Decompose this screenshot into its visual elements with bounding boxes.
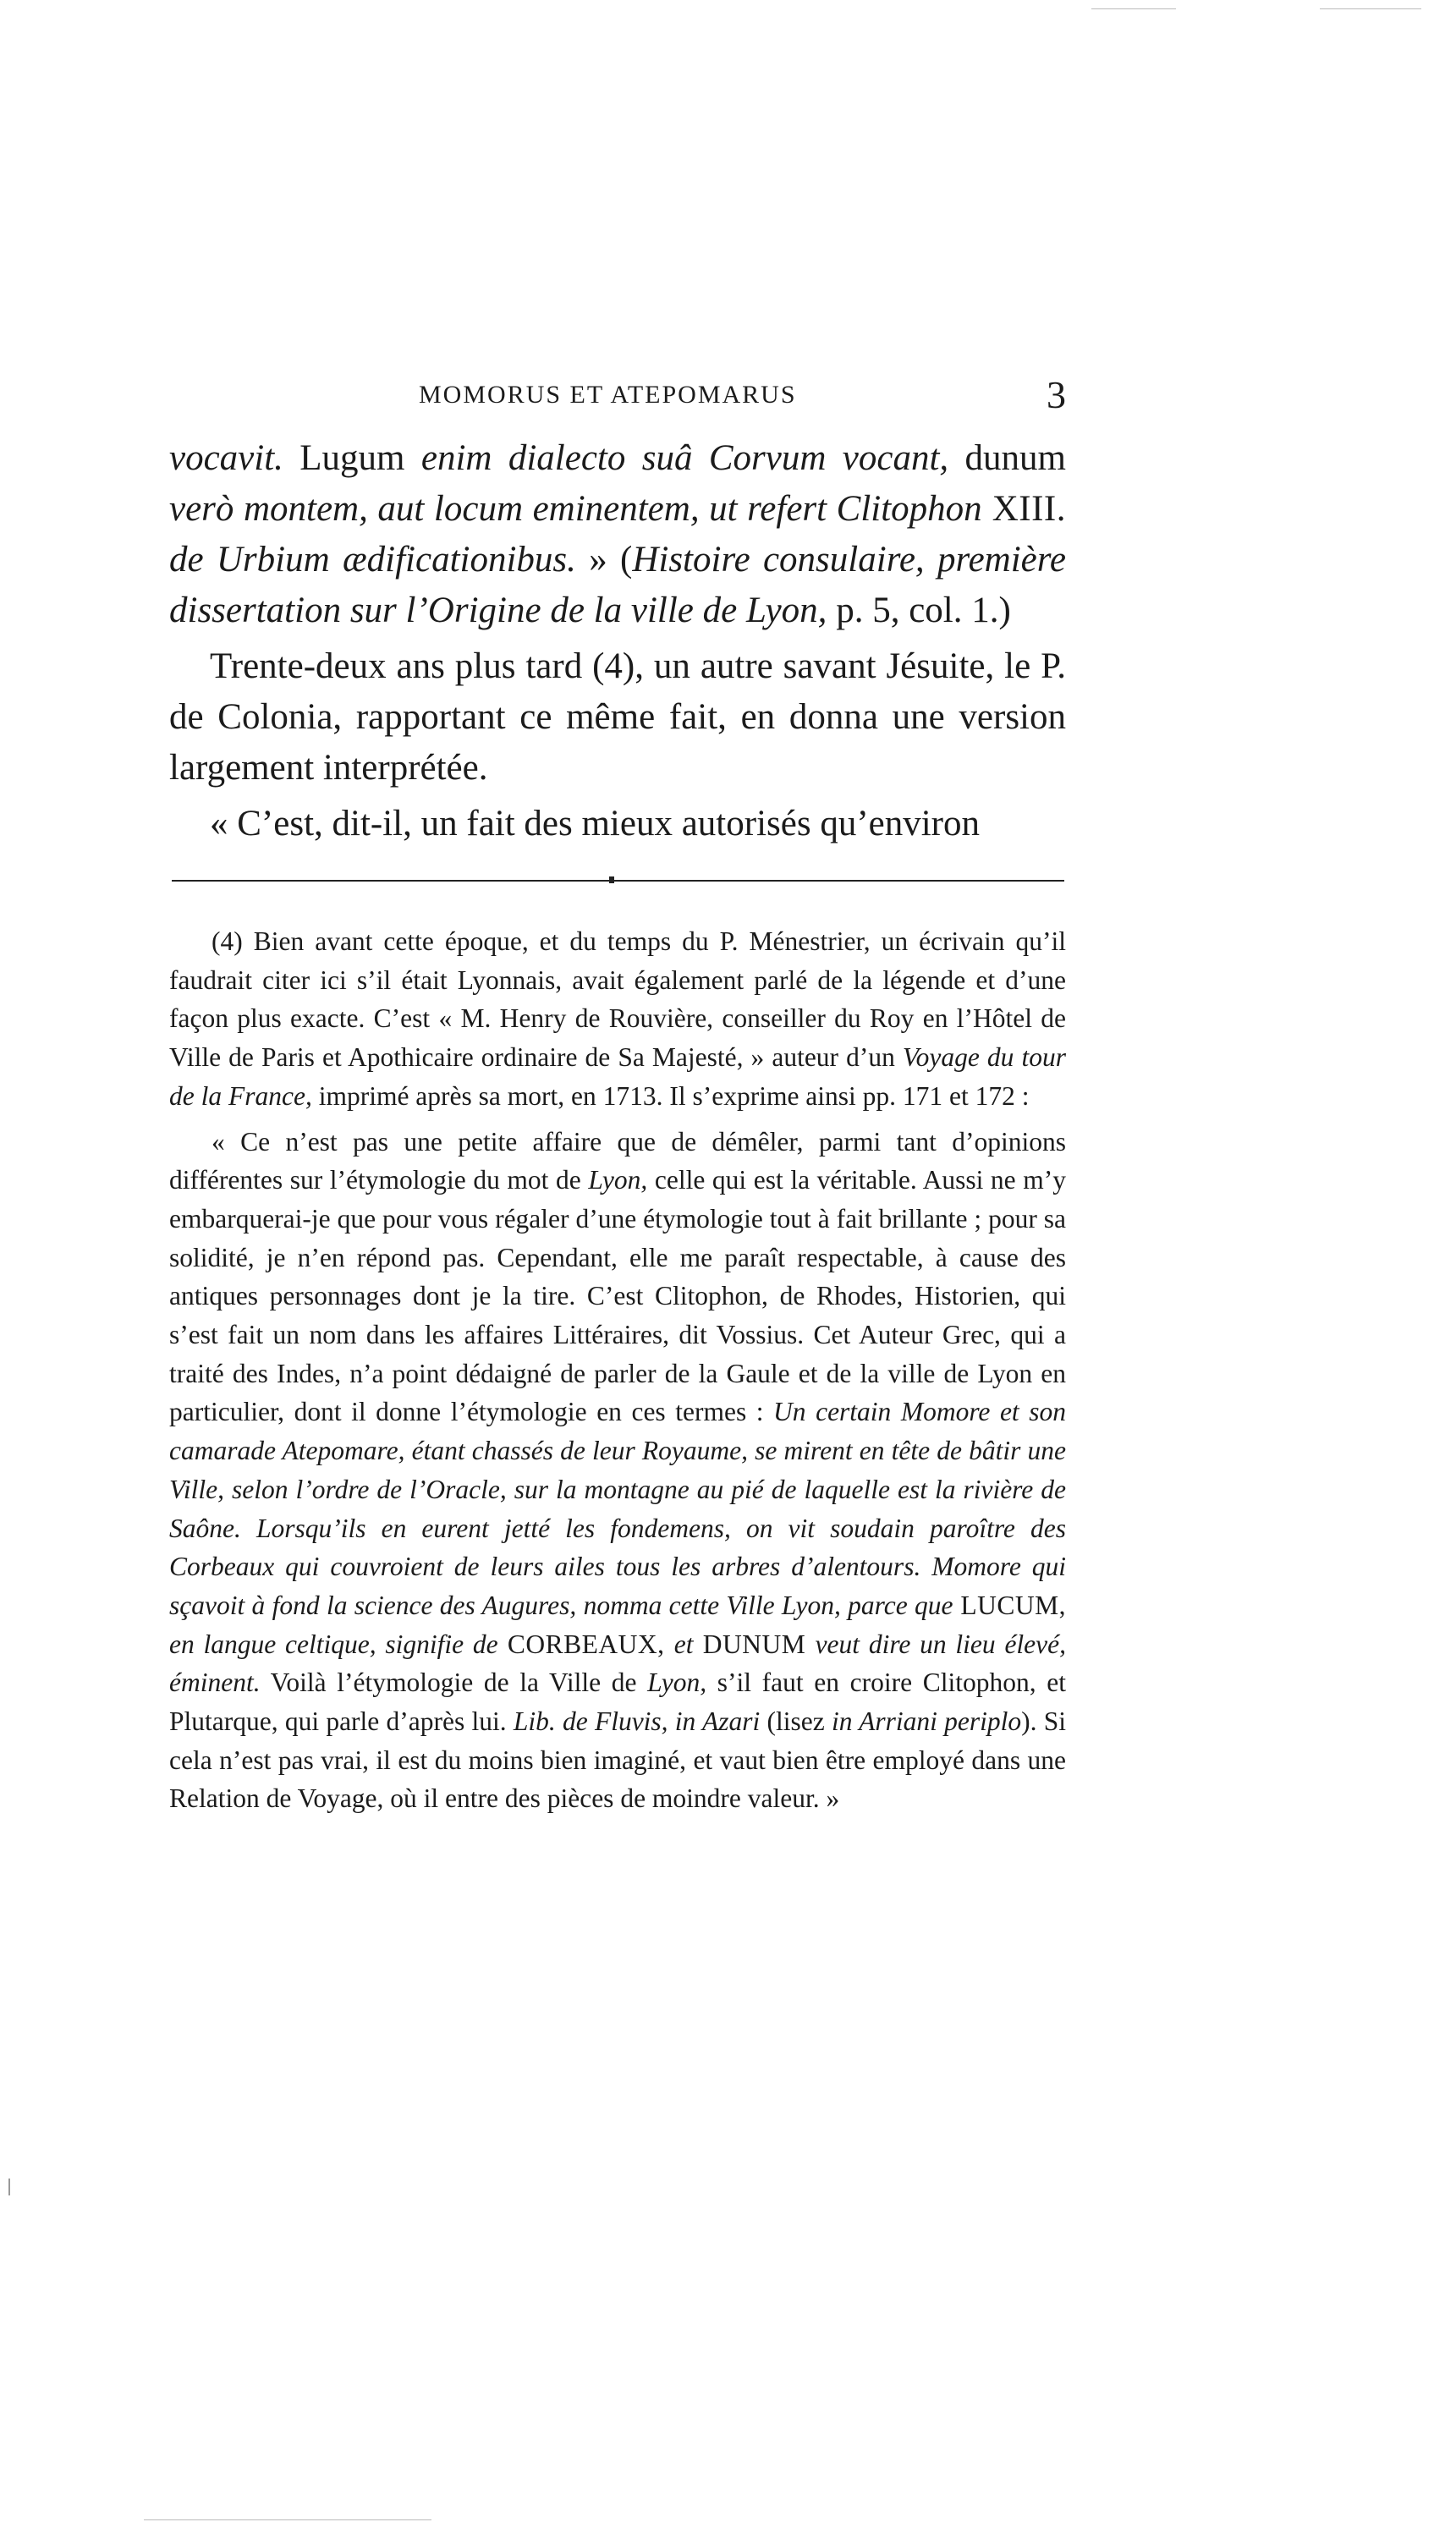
scan-artifact (1320, 8, 1421, 9)
text-span: Lib. de Fluvis, in Azari (513, 1706, 761, 1737)
running-title: MOMORUS ET ATEPOMARUS (419, 381, 797, 409)
text-span: et (673, 1629, 694, 1659)
text-span: » ( (575, 540, 633, 580)
margin-mark (8, 2179, 10, 2195)
page-number: 3 (1047, 373, 1066, 416)
text-span: (4) Bien avant cette époque, et du temps du P. Ménestrier, un écrivain qu’il faudrait citer ici s’il était Lyonnais, avait également parlé de la légende et d’une façon plus exacte. C’est « M. Henry de Rouvière, conseiller du Roy en l’Hôtel de Ville de Paris et Apothicaire ordinaire de Sa Majesté, » auteur d’un (169, 926, 1066, 1073)
text-span: vocavit. (169, 438, 283, 478)
text-span: « Ce n’est pas une petite affaire que de démêler, parmi tant d’opinions différentes sur l’étymologie du mot de (169, 1126, 1066, 1195)
text-span: Lyon, (647, 1668, 707, 1698)
footnote-divider (172, 880, 1064, 882)
text-span: celle qui est la véritable. Aussi ne m’y embarquerai-je que pour vous régaler d’une étymologie tout à fait brillante ; pour sa solidité, je n’en répond pas. Cependant, elle me paraît respectable, à cause des antiques personnages dont je la tire. C’est Clitophon, de Rhodes, Historien, qui s’est fait un nom dans les affaires Littéraires, dit Vossius. Cet Auteur Grec, qui a traité des Indes, n’a point dédaigné de parler de la Gaule et de la ville de Lyon en particulier, dont il donne l’étymologie en ces termes : (169, 1165, 1066, 1427)
scan-artifact (1091, 8, 1176, 9)
text-span: p. 5, col. 1.) (827, 591, 1011, 630)
text-span: (lisez (760, 1706, 832, 1737)
text-span: Lugum (283, 438, 421, 478)
text-span: imprimé après sa mort, en 1713. Il s’exprime ainsi pp. 171 et 172 : (311, 1080, 1030, 1111)
main-paragraph-1 (169, 433, 1066, 636)
text-span: veut dire un lieu élevé, éminent. (169, 1629, 1066, 1698)
text-span: ). Si cela n’est pas vrai, il est du moins bien imaginé, et vaut bien être employé dans une Relation de Voyage, où il entre des pièces de moindre valeur. » (169, 1706, 1066, 1814)
text-span: CORBEAUX, (497, 1629, 674, 1659)
scan-artifact (144, 2519, 431, 2520)
text-span: Lyon, (588, 1165, 648, 1195)
text-span: en langue celtique, signifie de (169, 1629, 498, 1659)
text-span: DUNUM (693, 1629, 816, 1659)
footnote-divider-tick (609, 876, 614, 883)
text-span: s’il faut en croire Clitophon, et Plutarque, qui parle d’après lui. (169, 1668, 1066, 1737)
main-text (169, 433, 1066, 849)
text-span: de Urbium ædificationibus. (169, 540, 576, 580)
text-span: Histoire consulaire, première dissertation sur l’Origine de la ville de Lyon, (169, 540, 1066, 630)
main-paragraph-2: Trente-deux ans plus tard (4), un autre savant Jésuite, le P. de Colonia, rapportant ce même fait, en donna une version largement interprétée. (169, 646, 1066, 788)
footnote (169, 922, 1066, 1818)
text-span: LUCUM, (953, 1590, 1066, 1620)
running-head (169, 372, 1066, 423)
text-span: Voyage du tour de la France, (169, 1042, 1066, 1111)
footnote-paragraph-2 (169, 1123, 1066, 1819)
footnote-paragraph-1 (169, 922, 1066, 1116)
text-span: verò montem, aut locum eminentem, ut refert Clitophon (169, 489, 982, 529)
text-span: Un certain Momore et son camarade Atepomare, étant chassés de leur Royaume, se mirent en tête de bâtir une Ville, selon l’ordre de l’Oracle, sur la montagne au pié de laquelle est la rivière de Saône. Lorsqu’ils en eurent jetté les fondemens, on vit soudain paroître des Corbeaux qui couvroient de leurs ailes tous les arbres d’alentours. Momore qui sçavoit à fond la science des Augures, nomma cette Ville Lyon, parce que (169, 1397, 1066, 1620)
main-paragraph-3: « C’est, dit-il, un fait des mieux autorisés qu’environ (210, 804, 980, 843)
text-span: enim dialecto suâ Corvum vocant, (420, 438, 949, 478)
text-span: dunum (948, 438, 1066, 478)
text-span: in Arriani periplo (831, 1706, 1022, 1737)
text-span: XIII. (981, 489, 1066, 529)
text-span: Voilà l’étymologie de la Ville de (260, 1668, 648, 1698)
